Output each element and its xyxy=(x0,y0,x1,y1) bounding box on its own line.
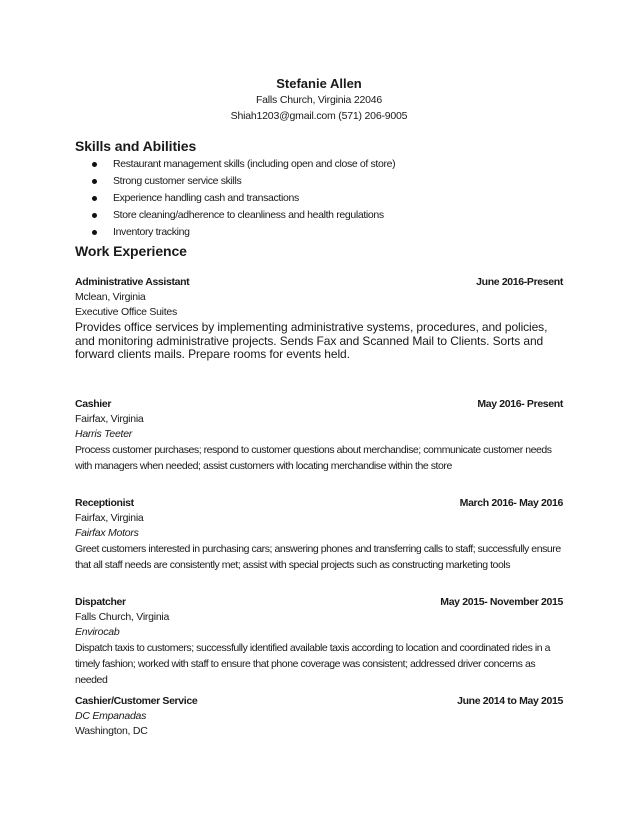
job-company: Harris Teeter xyxy=(75,428,133,440)
job-description: Dispatch taxis to customers; successfully identified available taxis according to location and coordinated rides in a timely fashion; worked with staff to ensure that phone coverage was consistent; addressed driver concerns as needed xyxy=(75,642,550,686)
job-date: June 2016-Present xyxy=(476,276,563,288)
job-company: DC Empanadas xyxy=(75,710,147,722)
job-entry xyxy=(75,496,563,573)
work-experience-heading: Work Experience xyxy=(75,243,187,259)
job-company: Executive Office Suites xyxy=(75,306,178,318)
bullet-icon xyxy=(92,196,97,201)
skill-item xyxy=(92,190,395,207)
job-description: Greet customers interested in purchasing cars; answering phones and transferring calls to staff; successfully ensure that all staff needs are consistently met; assist with special projects such as constructing marketing tools xyxy=(75,543,561,571)
skill-item xyxy=(92,207,395,224)
skills-list xyxy=(92,156,395,241)
job-location: Mclean, Virginia xyxy=(75,291,146,303)
resume-contact: Shiah1203@gmail.com (571) 206-9005 xyxy=(230,110,408,122)
job-location: Falls Church, Virginia xyxy=(75,611,170,623)
skills-heading: Skills and Abilities xyxy=(75,138,197,154)
skill-text: Strong customer service skills xyxy=(113,175,242,187)
skill-item xyxy=(92,156,395,173)
job-description: Provides office services by implementing administrative systems, procedures, and policies, and monitoring administrative projects. Sends Fax and Scanned Mail to Clients. Sorts and forward clients mails. Prepare rooms for events held. xyxy=(75,320,548,361)
job-date: March 2016- May 2016 xyxy=(459,497,563,509)
job-location: Fairfax, Virginia xyxy=(75,413,144,425)
bullet-icon xyxy=(92,179,97,184)
job-date: May 2016- Present xyxy=(477,398,563,410)
job-location: Fairfax, Virginia xyxy=(75,512,144,524)
skill-item xyxy=(92,224,395,241)
job-title: Cashier xyxy=(75,398,112,410)
job-entry xyxy=(75,595,563,688)
skill-text: Experience handling cash and transactions xyxy=(113,192,299,204)
skill-text: Inventory tracking xyxy=(113,226,190,238)
job-title: Cashier/Customer Service xyxy=(75,695,198,707)
job-title: Administrative Assistant xyxy=(75,276,190,288)
skill-item xyxy=(92,173,395,190)
job-title: Dispatcher xyxy=(75,596,126,608)
bullet-icon xyxy=(92,230,97,235)
bullet-icon xyxy=(92,213,97,218)
job-description: Process customer purchases; respond to customer questions about merchandise; communicate customer needs with managers when needed; assist customers with locating merchandise within the store xyxy=(75,444,552,472)
job-location: Washington, DC xyxy=(75,725,148,737)
skill-text: Store cleaning/adherence to cleanliness and health regulations xyxy=(113,209,384,221)
job-date: May 2015- November 2015 xyxy=(440,596,563,608)
job-entry xyxy=(75,694,563,739)
bullet-icon xyxy=(92,162,97,167)
job-title: Receptionist xyxy=(75,497,134,509)
job-date: June 2014 to May 2015 xyxy=(457,695,563,707)
job-entry xyxy=(75,397,563,474)
job-entry xyxy=(75,275,563,362)
job-company: Fairfax Motors xyxy=(75,527,139,539)
resume-name: Stefanie Allen xyxy=(276,76,362,91)
skill-text: Restaurant management skills (including open and close of store) xyxy=(113,158,396,170)
resume-location: Falls Church, Virginia 22046 xyxy=(255,94,383,106)
job-company: Envirocab xyxy=(75,626,120,638)
